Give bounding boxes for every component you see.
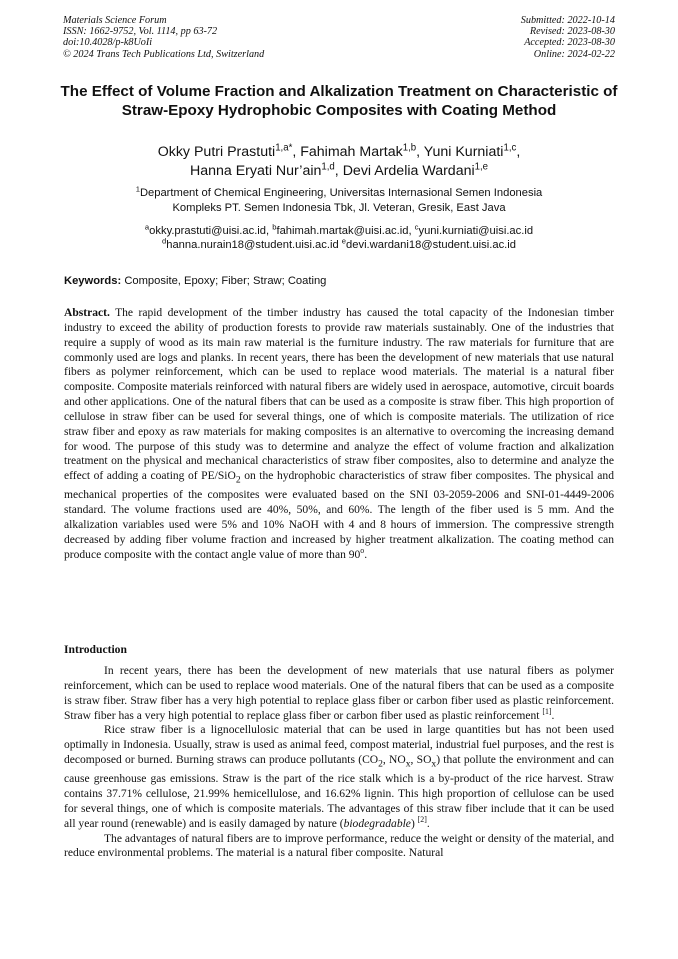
date-revised: Revised: 2023-08-30 xyxy=(529,26,615,38)
email-link[interactable]: yuni.kurniati@uisi.ac.id xyxy=(418,225,534,237)
author-affil-sup: 1,e xyxy=(474,161,489,173)
paragraph-end: . xyxy=(426,817,430,830)
italic-term: biodegradable xyxy=(343,817,411,830)
affiliation-line: Kompleks PT. Semen Indonesia Tbk, Jl. Veteran, Gresik, East Java xyxy=(172,202,506,214)
paragraph xyxy=(64,723,614,831)
journal-info xyxy=(63,15,264,60)
author-name: Devi Ardelia Wardani xyxy=(342,163,475,179)
email-sup: b xyxy=(272,222,277,232)
paragraph-text: Rice straw fiber is a lignocellulosic material that can be used in large quantities but has not been used optimally in Indonesia. Usually, straw is used as animal feed, compost material, industrial fuel purposes, and the rest is decomposed or burned. Burning straws can produce pollutants (CO xyxy=(64,724,614,767)
journal-issn: ISSN: 1662-9752, Vol. 1114, pp 63-72 xyxy=(63,26,218,38)
affiliation-line: Department of Chemical Engineering, Universitas Internasional Semen Indonesia xyxy=(139,187,543,199)
abstract-label: Abstract. xyxy=(64,307,110,319)
paragraph-text: ) that pollute the environment and can cause greenhouse gas emissions. Straw is the part of the rice stalk which is a by-product of the rice harvest. Straw contains 37.71% cellulose, 21.99% hemicellulose, and 16.62% lignin. This high proportion of cellulose can be used for several things, one of which is composite materials. The advantages of this straw fiber include that it can be used all year round (renewable) and is easily damaged by nature ( xyxy=(64,754,614,830)
email-sup: e xyxy=(341,236,347,246)
abstract-text: on the hydrophobic characteristics of straw fiber composites. The physical and mechanical properties of the composites were evaluated based on the SNI 03-2059-2006 and SNI-01-4449-2006 standard. The volume fractions used are 40%, 50%, and 60%. The length of the fiber used is 5 mm. And the alkalization variables used were 5% and 10% NaOH with 4 and 8 hours of immersion. The compressive strength decreased by adding fiber volume fraction and increased by higher treatment alkalization. The coating method can produce composite with the contact angle value of more than 90 xyxy=(64,470,614,561)
keywords-text: Composite, Epoxy; Fiber; Straw; Coating xyxy=(124,275,327,287)
section-heading: Introduction xyxy=(64,643,127,656)
author-affil-sup: 1,c xyxy=(503,142,517,154)
affiliation xyxy=(40,186,638,216)
abstract-text: The rapid development of the timber industry has caused the total capacity of the Indonesian timber industry to exceed the ability of production forests to provide raw materials sustainably. One of the industries that require a supply of wood as its main raw material is the furniture industry. The raw materials for furniture that are commonly used are logs and planks. In recent years, there has been the development of new materials that use natural fibers as polymer reinforcement, which can be used to replace wood materials. The material is a natural fiber composite. Composite materials reinforced with natural fibers are widely used in aerospace, automotive, circuit boards and other applications. One of the natural fibers that can be used as a composite is straw fiber. This high proportion of cellulose in straw fiber can be used for several things, one of which is composite materials. The utilization of rice straw fiber and epoxy as raw materials for making composites is an alternative to overcoming the increasing demand for wood. The purpose of this study was to determine and analyze the effect of volume fraction and alkalization treatment on the physical and mechanical characteristics of straw fiber composites, also to determine and analyze the effect of adding a coating of PE/SiO xyxy=(64,307,615,483)
subscript: 2 xyxy=(378,758,383,770)
keywords xyxy=(64,274,624,288)
keywords-label: Keywords: xyxy=(64,275,122,287)
author-name: Fahimah Martak xyxy=(300,144,403,160)
author-list xyxy=(40,143,638,181)
author-separator: , xyxy=(516,144,521,160)
paragraph: The advantages of natural fibers are to improve performance, reduce the weight or density of the material, and reduce environmental problems. The material is a natural fiber composite. Natural xyxy=(64,832,614,860)
date-submitted: Submitted: 2022-10-14 xyxy=(520,15,615,26)
subscript: x xyxy=(405,758,411,770)
abstract-end: . xyxy=(364,548,368,561)
citation-ref[interactable]: [2] xyxy=(417,814,427,824)
author-affil-sup: 1,b xyxy=(402,142,417,154)
email-sup: c xyxy=(414,222,419,232)
email-link[interactable]: devi.wardani18@student.uisi.ac.id xyxy=(346,239,516,251)
email-link[interactable]: okky.prastuti@uisi.ac.id, xyxy=(149,225,270,237)
subscript: x xyxy=(431,758,437,770)
abstract xyxy=(64,306,614,563)
author-name: Okky Putri Prastuti xyxy=(157,144,276,160)
affiliation-sup: 1 xyxy=(135,184,140,194)
journal-doi: doi:10.4028/p-k8UoIi xyxy=(63,37,153,49)
author-separator: , xyxy=(416,144,424,160)
paragraph-text: , NO xyxy=(382,754,406,767)
date-online: Online: 2024-02-22 xyxy=(533,48,615,60)
author-emails xyxy=(40,224,638,252)
author-separator: , xyxy=(334,163,343,179)
paragraph-text: ) xyxy=(410,817,418,830)
email-link[interactable]: fahimah.martak@uisi.ac.id, xyxy=(276,225,412,237)
author-affil-sup: 1,d xyxy=(321,161,335,173)
email-sup: a xyxy=(144,222,150,232)
journal-copyright: © 2024 Trans Tech Publications Ltd, Switzerland xyxy=(63,48,265,60)
subscript: 2 xyxy=(235,474,241,486)
author-affil-sup: 1,a* xyxy=(275,142,293,154)
paragraph-text: In recent years, there has been the development of new materials that use natural fibers as polymer reinforcement, which can be used to replace wood materials. One of the natural fibers that can be used as a composite is straw fiber. Straw fiber has a very high potential to replace glass fiber or carbon fiber used as plastic reinforcement. Straw fiber has a very high potential to replace glass fiber or carbon fiber used as plastic reinforcement xyxy=(64,665,614,722)
author-separator: , xyxy=(292,144,301,160)
email-sup: d xyxy=(162,236,167,246)
email-link[interactable]: hanna.nurain18@student.uisi.ac.id xyxy=(166,239,339,251)
author-name: Yuni Kurniati xyxy=(423,144,504,160)
journal-name: Materials Science Forum xyxy=(63,15,167,26)
paragraph-end: . xyxy=(551,709,555,722)
paragraph-text: , SO xyxy=(410,754,432,767)
author-name: Hanna Eryati Nur’ain xyxy=(189,163,322,179)
degree-sup: o xyxy=(360,545,365,555)
introduction-body xyxy=(64,664,614,861)
date-accepted: Accepted: 2023-08-30 xyxy=(524,37,615,49)
publication-dates xyxy=(521,15,615,60)
citation-ref[interactable]: [1] xyxy=(542,706,552,716)
paragraph xyxy=(64,664,614,723)
paper-title: The Effect of Volume Fraction and Alkalization Treatment on Characteristic of Straw-Epoxy Hydrophobic Composites with Coating Method xyxy=(60,83,618,119)
